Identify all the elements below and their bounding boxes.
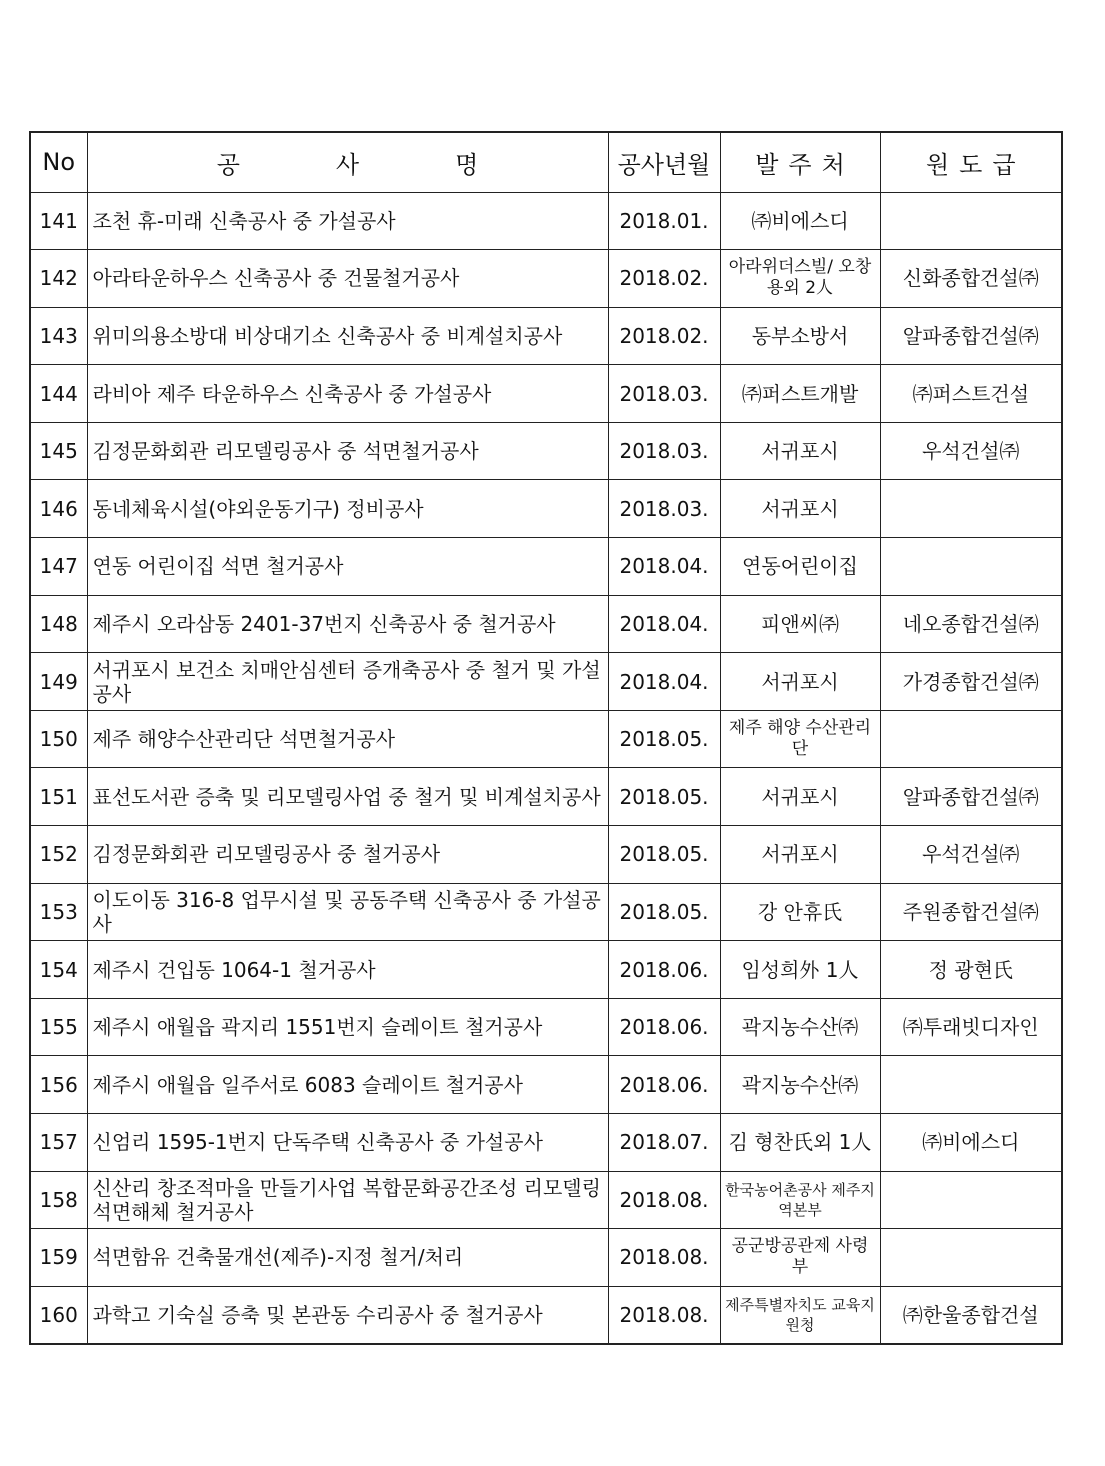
row-name: 아라타운하우스 신축공사 중 건물철거공사 (87, 250, 608, 308)
row-no: 143 (30, 307, 87, 365)
row-date: 2018.02. (608, 307, 720, 365)
header-client: 발 주 처 (720, 132, 880, 192)
row-date: 2018.05. (608, 826, 720, 884)
row-no: 145 (30, 422, 87, 480)
table-row (30, 250, 1062, 308)
row-no: 153 (30, 883, 87, 941)
row-client: 제주특별자치도 교육지원청 (720, 1286, 880, 1344)
header-row (30, 132, 1062, 192)
row-date: 2018.07. (608, 1114, 720, 1172)
row-no: 154 (30, 941, 87, 999)
row-date: 2018.05. (608, 768, 720, 826)
row-contractor (880, 1056, 1062, 1114)
row-client: 서귀포시 (720, 653, 880, 711)
table-row (30, 941, 1062, 999)
row-client: 서귀포시 (720, 826, 880, 884)
row-date: 2018.03. (608, 365, 720, 423)
row-contractor: ㈜퍼스트건설 (880, 365, 1062, 423)
table-row (30, 480, 1062, 538)
row-name: 신산리 창조적마을 만들기사업 복합문화공간조성 리모델링 석면해체 철거공사 (87, 1171, 608, 1229)
table-row (30, 365, 1062, 423)
row-no: 142 (30, 250, 87, 308)
row-date: 2018.08. (608, 1171, 720, 1229)
row-no: 158 (30, 1171, 87, 1229)
row-client: 제주 해양 수산관리단 (720, 710, 880, 768)
table-row (30, 998, 1062, 1056)
row-client: ㈜비에스디 (720, 192, 880, 250)
row-date: 2018.04. (608, 595, 720, 653)
table-row (30, 768, 1062, 826)
table-row (30, 826, 1062, 884)
row-name: 과학고 기숙실 증축 및 본관동 수리공사 중 철거공사 (87, 1286, 608, 1344)
row-contractor: 알파종합건설㈜ (880, 768, 1062, 826)
row-contractor (880, 1229, 1062, 1287)
row-no: 157 (30, 1114, 87, 1172)
row-no: 160 (30, 1286, 87, 1344)
row-contractor (880, 192, 1062, 250)
row-contractor: 네오종합건설㈜ (880, 595, 1062, 653)
row-date: 2018.04. (608, 538, 720, 596)
row-name: 동네체육시설(야외운동기구) 정비공사 (87, 480, 608, 538)
table-row (30, 1171, 1062, 1229)
row-date: 2018.04. (608, 653, 720, 711)
row-date: 2018.08. (608, 1286, 720, 1344)
row-date: 2018.08. (608, 1229, 720, 1287)
row-name: 표선도서관 증축 및 리모델링사업 중 철거 및 비계설치공사 (87, 768, 608, 826)
table-row (30, 422, 1062, 480)
header-date: 공사년월 (608, 132, 720, 192)
row-no: 152 (30, 826, 87, 884)
row-name: 제주시 애월읍 곽지리 1551번지 슬레이트 철거공사 (87, 998, 608, 1056)
row-client: 한국농어촌공사 제주지역본부 (720, 1171, 880, 1229)
row-name: 제주시 건입동 1064-1 철거공사 (87, 941, 608, 999)
row-contractor (880, 480, 1062, 538)
row-no: 149 (30, 653, 87, 711)
row-no: 159 (30, 1229, 87, 1287)
row-name: 이도이동 316-8 업무시설 및 공동주택 신축공사 중 가설공사 (87, 883, 608, 941)
row-date: 2018.06. (608, 998, 720, 1056)
row-contractor: ㈜한울종합건설 (880, 1286, 1062, 1344)
row-client: 곽지농수산㈜ (720, 998, 880, 1056)
row-client: 공군방공관제 사령부 (720, 1229, 880, 1287)
row-no: 148 (30, 595, 87, 653)
row-date: 2018.03. (608, 480, 720, 538)
row-client: 임성희外 1人 (720, 941, 880, 999)
table-row (30, 595, 1062, 653)
table-row (30, 1056, 1062, 1114)
row-date: 2018.03. (608, 422, 720, 480)
row-contractor: 신화종합건설㈜ (880, 250, 1062, 308)
row-name: 제주시 애월읍 일주서로 6083 슬레이트 철거공사 (87, 1056, 608, 1114)
row-date: 2018.01. (608, 192, 720, 250)
row-date: 2018.05. (608, 883, 720, 941)
row-client: 아라위더스빌/ 오창용외 2人 (720, 250, 880, 308)
row-name: 조천 휴-미래 신축공사 중 가설공사 (87, 192, 608, 250)
table-row (30, 710, 1062, 768)
row-date: 2018.06. (608, 941, 720, 999)
row-name: 제주시 오라삼동 2401-37번지 신축공사 중 철거공사 (87, 595, 608, 653)
row-name: 신엄리 1595-1번지 단독주택 신축공사 중 가설공사 (87, 1114, 608, 1172)
row-client: 곽지농수산㈜ (720, 1056, 880, 1114)
row-name: 김정문화회관 리모델링공사 중 철거공사 (87, 826, 608, 884)
row-no: 156 (30, 1056, 87, 1114)
row-name: 석면함유 건축물개선(제주)-지정 철거/처리 (87, 1229, 608, 1287)
row-date: 2018.05. (608, 710, 720, 768)
row-client: ㈜퍼스트개발 (720, 365, 880, 423)
row-name: 위미의용소방대 비상대기소 신축공사 중 비계설치공사 (87, 307, 608, 365)
row-contractor (880, 538, 1062, 596)
row-name: 서귀포시 보건소 치매안심센터 증개축공사 중 철거 및 가설공사 (87, 653, 608, 711)
row-contractor: 주원종합건설㈜ (880, 883, 1062, 941)
row-name: 라비아 제주 타운하우스 신축공사 중 가설공사 (87, 365, 608, 423)
row-contractor: 정 광현氏 (880, 941, 1062, 999)
row-no: 146 (30, 480, 87, 538)
row-no: 144 (30, 365, 87, 423)
table-row (30, 653, 1062, 711)
row-contractor: ㈜투래빗디자인 (880, 998, 1062, 1056)
table-row (30, 538, 1062, 596)
table-row (30, 1229, 1062, 1287)
row-name: 제주 해양수산관리단 석면철거공사 (87, 710, 608, 768)
row-contractor (880, 710, 1062, 768)
construction-record-sheet (29, 131, 1061, 1345)
row-client: 강 안휴氏 (720, 883, 880, 941)
row-no: 151 (30, 768, 87, 826)
row-client: 김 형찬氏외 1人 (720, 1114, 880, 1172)
row-contractor (880, 1171, 1062, 1229)
table-row (30, 1114, 1062, 1172)
row-client: 동부소방서 (720, 307, 880, 365)
header-no: No (30, 132, 87, 192)
construction-record-table (29, 131, 1063, 1345)
row-client: 서귀포시 (720, 422, 880, 480)
header-contractor: 원 도 급 (880, 132, 1062, 192)
row-contractor: ㈜비에스디 (880, 1114, 1062, 1172)
row-name: 김정문화회관 리모델링공사 중 석면철거공사 (87, 422, 608, 480)
row-client: 서귀포시 (720, 480, 880, 538)
row-no: 150 (30, 710, 87, 768)
row-contractor: 우석건설㈜ (880, 422, 1062, 480)
header-name: 공 사 명 (87, 132, 608, 192)
row-date: 2018.02. (608, 250, 720, 308)
table-row (30, 1286, 1062, 1344)
row-contractor: 알파종합건설㈜ (880, 307, 1062, 365)
row-no: 155 (30, 998, 87, 1056)
row-client: 피앤씨㈜ (720, 595, 880, 653)
row-date: 2018.06. (608, 1056, 720, 1114)
row-name: 연동 어린이집 석면 철거공사 (87, 538, 608, 596)
row-no: 141 (30, 192, 87, 250)
table-row (30, 883, 1062, 941)
row-client: 서귀포시 (720, 768, 880, 826)
row-contractor: 우석건설㈜ (880, 826, 1062, 884)
table-row (30, 192, 1062, 250)
row-contractor: 가경종합건설㈜ (880, 653, 1062, 711)
row-no: 147 (30, 538, 87, 596)
row-client: 연동어린이집 (720, 538, 880, 596)
table-row (30, 307, 1062, 365)
